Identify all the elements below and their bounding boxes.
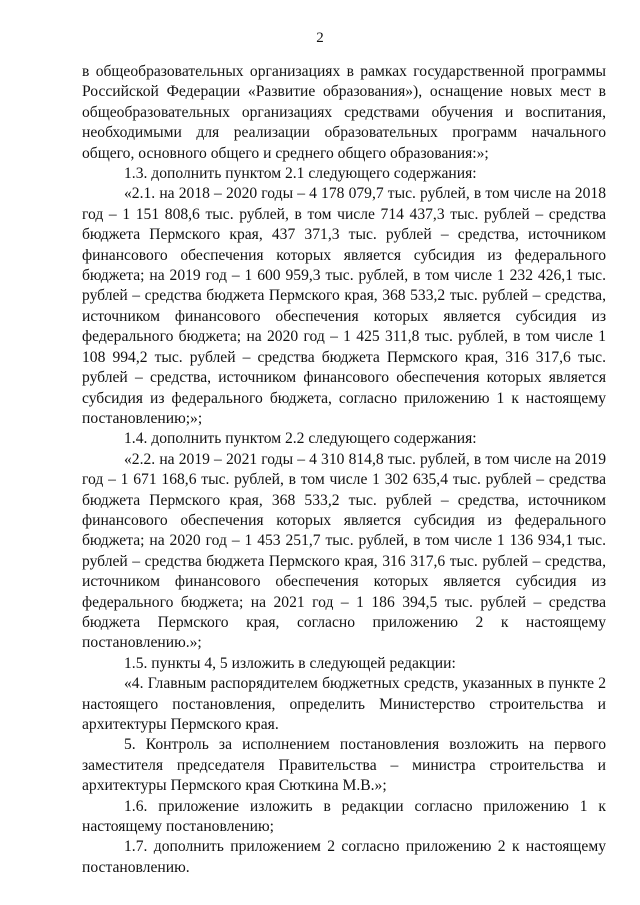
paragraph: 1.5. пункты 4, 5 изложить в следующей редакции:: [124, 654, 456, 672]
paragraph: «4. Главным распорядителем бюджетных средств, указанных в пункте 2 настоящего постановления, определить Министерство строительства и архитектуры Пермского края.: [82, 675, 606, 733]
paragraph: 1.3. дополнить пунктом 2.1 следующего содержания:: [124, 165, 477, 183]
paragraph: 1.6. приложение изложить в редакции согласно приложению 1 к настоящему постановлению;: [82, 797, 606, 836]
document-body: [82, 62, 606, 878]
paragraph: в общеобразовательных организациях в рамках государственной программы Российской Федерации «Развитие образования»), оснащение новых мест в общеобразовательных организациях средствами обучения и воспитания, необходимыми для реализации образовательных программ начального общего, основного общего и среднего общего образования:»;: [82, 63, 606, 162]
paragraph: 1.4. дополнить пунктом 2.2 следующего содержания:: [124, 430, 477, 448]
paragraph: 1.7. дополнить приложением 2 согласно приложению 2 к настоящему постановлению.: [82, 838, 606, 876]
page-number: 2: [316, 30, 324, 46]
paragraph: 5. Контроль за исполнением постановления возложить на первого заместителя председателя Правительства – министра строительства и архитектуры Пермского края Сюткина М.В.»;: [82, 736, 606, 795]
paragraph: «2.2. на 2019 – 2021 годы – 4 310 814,8 тыс. рублей, в том числе на 2019 год – 1 671 168,6 тыс. рублей, в том числе 1 302 635,4 тыс. рублей – средства бюджета Пермского края, 368 533,2 тыс. рублей – средства, источником финансового обеспечения которых является субсидия из федерального бюджета; на 2020 год – 1 453 251,7 тыс. рублей, в том числе 1 136 934,1 тыс. рублей – средства бюджета Пермского края, 316 317,6 тыс. рублей – средства, источником финансового обеспечения которых является субсидия из федерального бюджета; на 2021 год – 1 186 394,5 тыс. рублей – средства бюджета Пермского края, согласно приложению 2 к настоящему постановлению.»;: [82, 450, 606, 652]
paragraph: «2.1. на 2018 – 2020 годы – 4 178 079,7 тыс. рублей, в том числе на 2018 год – 1 151 808,6 тыс. рублей, в том числе 714 437,3 тыс. рублей – средства бюджета Пермского края, 437 371,3 тыс. рублей – средства, источником финансового обеспечения которых является субсидия из федерального бюджета; на 2019 год – 1 600 959,3 тыс. рублей, в том числе 1 232 426,1 тыс. рублей – средства бюджета Пермского края, 368 533,2 тыс. рублей – средства, источником финансового обеспечения которых является субсидия из федерального бюджета; на 2020 год – 1 425 311,8 тыс. рублей, в том числе 1 108 994,2 тыс. рублей – средства бюджета Пермского края, 316 317,6 тыс. рублей – средства, источником финансового обеспечения которых является субсидия из федерального бюджета, согласно приложению 1 к настоящему постановлению;»;: [82, 185, 606, 427]
